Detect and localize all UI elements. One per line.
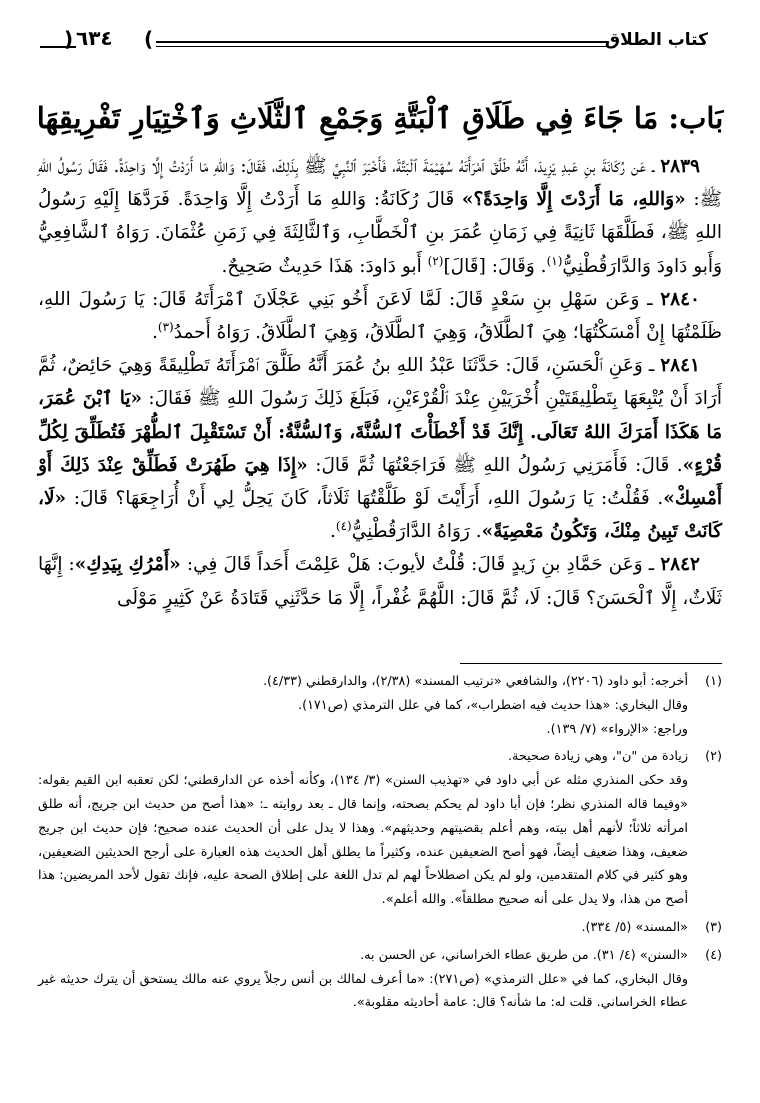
header-rule [156, 41, 608, 43]
page-number-brace-open: ( [64, 27, 74, 51]
footnote-4 [38, 944, 722, 1015]
prophet-quote: «إِذَا هِيَ طَهُرَتْ فَطَلِّقْ عِنْدَ ذَلِكَ أَوْ أَمْسِكْ» [38, 454, 722, 510]
prophet-quote: «وَاللهِ، مَا أَرَدْتَ إِلَّا وَاحِدَةً؟» [461, 189, 686, 211]
footnote-3 [38, 916, 722, 940]
footnote-line: «السنن» (٤/ ٣١). من طريق عطاء الخراساني، عن الحسن به. [360, 947, 688, 963]
page-number-brace-close: ) [144, 27, 154, 51]
hadith-text: ـ عَن رُكَانَةَ بنِ عَبدِ يَزِيدَ، أَنَّهُ طَلَّقَ ٱمْرَأَتَهُ سُهَيْمَةَ ٱلْبَتَّةَ، فَأَخْبَرَ ٱلنَّبِيَّ ﷺ بِذَلِكَ، فَقَالَ: وَاللهِ مَا أَرَدْتُ إِلَّا وَاحِدَةً. فَقَالَ رَسُولُ اللهِ ﷺ: [38, 156, 723, 211]
hadith-text: . [329, 521, 336, 543]
footnote-ref: (٤) [335, 519, 352, 534]
footnote-line: «المسند» (٥/ ٣٣٤). [581, 919, 688, 935]
hadith-number: ٢٨٤٠ [660, 288, 700, 310]
footnotes [38, 670, 722, 1015]
hadith-text: . وَقَالَ: [قَالَ] [443, 255, 547, 277]
footnote-line: وقد حكى المنذري مثله عن أبي داود في «تهذيب السنن» (٣/ ١٣٤)، وكأنه أخذه عن الدارقطني؛ لكن تعقبه ابن القيم بقوله: «وفيما قاله المنذري نظر؛ فإن أبا داود لم يحكم بصحته، وإنما قال ـ بعد روايته ـ: «هذا أصح من حديث ابن جريج، أنه طلق امرأته ثلاثاً؛ لأنهم أهل بيته، وهم أعلم بقضيتهم وحديثهم». وهذا لا يدل على أن الحديث عنده صحيح؛ فإن حديث ابن جريج ضعيف، وهذا ضعيف أيضاً، فهو أصح الضعيفين عنده، وكثيراً ما يطلق أهل الحديث هذه العبارة على أرجح الحديثين الضعيفين، وهو كثير في كلام المتقدمين، ولو لم يكن اصطلاحاً لهم لم تدل اللغة على إطلاق الصحة عليه، فإنك تقول لأحد المريضين: هذا أصح من هذا، ولا يدل على أنه صحيح مطلقاً». والله أعلم». [38, 773, 688, 908]
hadith-list [38, 150, 722, 615]
hadith-text: ـ وَعَنِ ٱلْحَسَنِ، قَالَ: حَدَّثَنَا عَبْدُ اللهِ بنُ عُمَرَ أَنَّهُ طَلَّقَ ٱمْرَأَتَهُ تَطْلِيقَةً وَهِيَ حَائِضٌ، ثُمَّ أَرَادَ أَنْ يُتْبِعَهَا بِتَطْلِيقَتَيْنِ أُخْرَيَيْنِ عِنْدَ ٱلْقُرْءَيْنِ، فَبَلَغَ ذَلِكَ رَسُولَ اللهِ ﷺ فَقَالَ: [38, 355, 722, 410]
page-number: ٦٣٤ [76, 26, 113, 50]
hadith-2841 [38, 349, 722, 548]
hadith-text: : إِنَّهَا ثَلَاثٌ، إِلَّا ٱلْحَسَنَ؟ قَالَ: لَا، ثُمَّ قَالَ: اللَّهُمَّ غُفْراً، إِلَّا مَا حَدَّثَنِي قَتَادَةُ عَنْ كَثِيرٍ مَوْلَى [38, 554, 722, 609]
footnote-number: (١) [705, 674, 722, 689]
hadith-text: قَالَ رُكَانَةُ: وَاللهِ مَا أَرَدْتُ إِلَّا وَاحِدَةً. فَرَدَّهَا إِلَيْهِ رَسُولُ اللهِ ﷺ، فَطَلَّقَهَا ثَانِيَةً فِي زَمَانِ عُمَرَ بنِ ٱلْخَطَّابِ، وَٱلثَّالِثَةَ فِي زَمَنِ عُثْمَانَ. رَوَاهُ ٱلشَّافِعِيُّ وَأَبو دَاودَ وَالدَّارَقُطْنِيُّ [38, 189, 722, 277]
hadith-text: ـ وَعَن سَهْلِ بنِ سَعْدٍ قَالَ: لَمَّا لَاعَنَ أَخُو بَنِي عَجْلَانَ ٱمْرَأَتَهُ قَالَ: يَا رَسُولَ اللهِ، ظَلَمْتُهَا إِنْ أَمْسَكْتُهَا؛ هِيَ ٱلطَّلَاقُ، وَهِيَ ٱلطَّلَاقُ، وَهِيَ ٱلطَّلَاقُ. رَوَاهُ أَحمدُ [38, 288, 722, 344]
hadith-number: ٢٨٤٢ [660, 554, 700, 576]
hadith-2840 [38, 283, 722, 349]
book-title: كتاب الطلاق [604, 30, 708, 50]
footnote-2 [38, 745, 722, 912]
hadith-text: أَبو دَاودَ: هَذَا حَدِيثٌ صَحِيحٌ. [221, 255, 428, 277]
hadith-text: ـ وَعَن حَمَّادِ بنِ زَيدٍ قَالَ: قُلْتُ لأيوبَ: هَلْ عَلِمْتَ أَحَداً قَالَ فِي: [180, 554, 661, 576]
footnote-ref: (٢) [427, 253, 444, 268]
footnote-line: زيادة من "ن"، وهي زيادة صحيحة. [507, 749, 688, 765]
hadith-text: . قَالَ: فَأَمَرَنِي رَسُولُ اللهِ ﷺ فَرَاجَعْتُهَا ثُمَّ قَالَ: [307, 454, 683, 476]
footnote-separator [460, 663, 722, 664]
footnote-line: وراجع: «الإرواء» (٧/ ١٣٩). [546, 721, 688, 737]
footnote-number: (٣) [705, 919, 722, 935]
prophet-quote: «لَا، كَانَتْ تَبِينُ مِنْكَ، وَتَكُونُ مَعْصِيَةً» [38, 488, 722, 543]
hadith-text: . رَوَاهُ الدَّارَقُطْنِيُّ [351, 521, 482, 543]
header-rule-left [40, 46, 76, 48]
header-rule-thin [156, 46, 608, 47]
hadith-number: ٢٨٤١ [660, 355, 700, 377]
hadith-2842 [38, 548, 722, 614]
hadith-2839 [38, 150, 722, 283]
prophet-quote: «يَا ٱبْنَ عُمَرَ، مَا هَكَذَا أَمَرَكَ اللهُ تَعَالَى. إِنَّكَ قَدْ أَخْطَأْتَ ٱلسُّنَّةَ، وَٱلسُّنَّةُ: أَنْ تَسْتَقْبِلَ ٱلطُّهْرَ فَتُطَلِّقَ لِكُلِّ قُرْءٍ» [38, 388, 722, 476]
footnote-line: أخرجه: أبو داود (٢٢٠٦)، والشافعي «ترتيب المسند» (٢/٣٨)، والدارقطني (٤/٣٣). [262, 674, 688, 689]
footnote-ref: (١) [546, 253, 563, 268]
footnote-ref: (٣) [157, 319, 174, 334]
footnote-line: وقال البخاري، كما في «علل الترمذي» (ص٢٧١): «ما أعرف لمالك بن أنس رجلاً يروي عنه مالك يستحق أن يترك حديثه غير عطاء الخراساني. قلت له: ما شأنه؟ قال: عامة أحاديثه مقلوبة». [38, 971, 689, 1011]
hadith-text: . [152, 322, 158, 344]
chapter-title: بَاب: مَا جَاءَ فِي طَلَاقِ ٱلْبَتَّةِ وَجَمْعِ ٱلثَّلَاثِ وَٱخْتِيَارِ تَفْرِيقِهَا [36, 101, 724, 135]
footnote-1 [38, 670, 722, 741]
footnote-number: (٢) [705, 749, 722, 765]
hadith-text: . فَقُلْتُ: يَا رَسُولَ اللهِ، أَرَأَيْتَ لَوْ طَلَّقْتُهَا ثَلَاثاً، كَانَ يَحِلُّ لِي أَنْ أُرَاجِعَهَا؟ قَالَ: [66, 488, 664, 510]
footnote-number: (٤) [705, 947, 722, 963]
page-header [40, 26, 720, 66]
footnote-line: وقال البخاري: «هذا حديث فيه اضطراب»، كما في علل الترمذي (ص١٧١). [298, 697, 688, 713]
hadith-number: ٢٨٣٩ [660, 156, 700, 177]
prophet-quote: «أَمْرُكِ بِيَدِكِ» [74, 554, 181, 576]
